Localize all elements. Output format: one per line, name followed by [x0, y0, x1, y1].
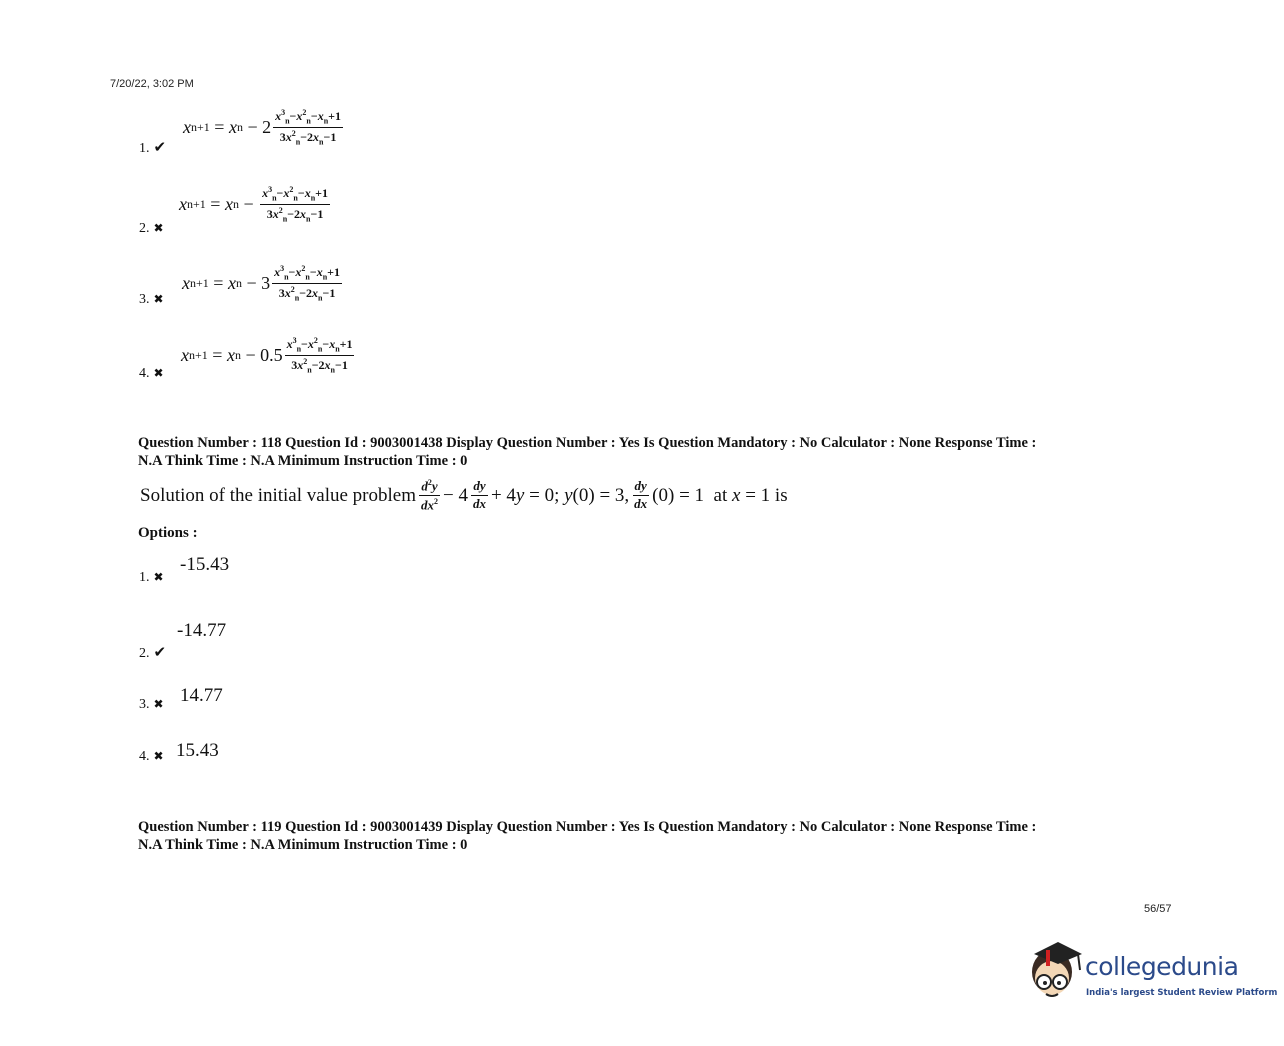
question-118-meta — [138, 434, 1148, 470]
wrong-cross-icon: ✖ — [153, 749, 164, 763]
option-number: 3. — [139, 292, 150, 307]
q118-option-3-value: 14.77 — [180, 685, 223, 706]
option-number: 2. — [139, 221, 150, 236]
question-meta-line: Question Number : 119 Question Id : 9003001439 Display Question Number : Yes Is Question Mandatory : No Calculator : None Response Time : — [138, 819, 1037, 835]
q118-option-1-value: -15.43 — [180, 554, 230, 575]
option-number: 4. — [139, 749, 150, 764]
option-number: 3. — [139, 697, 150, 712]
q118-option-2-value: -14.77 — [177, 620, 227, 641]
question-text-suffix: is — [774, 484, 788, 506]
q118-option-2 — [139, 643, 166, 662]
option-number: 1. — [139, 141, 150, 156]
correct-check-icon: ✔ — [153, 643, 167, 661]
wrong-cross-icon: ✖ — [153, 221, 164, 235]
prev-option-1 — [139, 138, 166, 157]
prev-option-2 — [139, 221, 164, 237]
question-meta-line: Question Number : 118 Question Id : 9003001438 Display Question Number : Yes Is Question Mandatory : No Calculator : None Response Time : — [138, 435, 1037, 451]
wrong-cross-icon: ✖ — [153, 570, 164, 584]
prev-option-1-coef: 2 — [262, 116, 272, 137]
wrong-cross-icon: ✖ — [153, 697, 164, 711]
correct-check-icon: ✔ — [153, 138, 167, 156]
prev-option-4 — [139, 366, 164, 382]
question-meta-line: N.A Think Time : N.A Minimum Instruction Time : 0 — [138, 837, 468, 853]
option-number: 2. — [139, 646, 150, 661]
d2y-dx2-fraction: $\frac{d^2y}{dx^2}$ — [420, 478, 438, 513]
question-118-text: Solution of the initial value problem $\frac{d^2y}{dx^2}$ − 4 $\frac{dy}{dx}$ + 4y = 0; y(0) = 3, $\frac{dy}{dx}$ (0) = 1 at x = 1 is — [140, 478, 788, 513]
dy-dx-fraction: $\frac{dy}{dx}$ — [634, 478, 648, 512]
option-number: 4. — [139, 366, 150, 381]
prev-option-1-formula: x n+1 = x n − 2 $\frac{x^3_n-x^2_n-x_n+1}{3x^2_n-2x_n-1}$ — [183, 108, 341, 146]
wrong-cross-icon: ✖ — [153, 366, 164, 380]
prev-option-4-formula: x n+1 = x n − 0.5 $\frac{x^3_n-x^2_n-x_n+1}{3x^2_n-2x_n-1}$ — [181, 336, 353, 374]
print-timestamp: 7/20/22, 3:02 PM — [110, 78, 194, 90]
prev-option-2-formula: x n+1 = x n − $\frac{x^3_n-x^2_n-x_n+1}{3x^2_n-2x_n-1}$ — [179, 185, 328, 223]
question-meta-line: N.A Think Time : N.A Minimum Instruction Time : 0 — [138, 453, 468, 469]
prev-option-3 — [139, 292, 164, 308]
q118-option-3 — [139, 697, 164, 713]
page-number: 56/57 — [1144, 903, 1172, 915]
options-label: Options : — [138, 525, 198, 541]
q118-option-1 — [139, 570, 164, 586]
prev-option-3-coef: 3 — [261, 272, 271, 293]
brand-name: collegedunia — [1085, 952, 1239, 981]
q118-option-4 — [139, 749, 164, 765]
brand-tagline: India's largest Student Review Platform — [1086, 988, 1278, 998]
option-number: 1. — [139, 570, 150, 585]
wrong-cross-icon: ✖ — [153, 292, 164, 306]
q118-option-4-value: 15.43 — [176, 740, 219, 761]
question-119-meta — [138, 818, 1148, 854]
prev-option-4-coef: 0.5 — [260, 344, 283, 365]
dy-dx-fraction: $\frac{dy}{dx}$ — [472, 478, 486, 512]
prev-option-3-formula: x n+1 = x n − 3 $\frac{x^3_n-x^2_n-x_n+1}{3x^2_n-2x_n-1}$ — [182, 264, 340, 302]
question-text-prefix: Solution of the initial value problem — [140, 484, 416, 506]
